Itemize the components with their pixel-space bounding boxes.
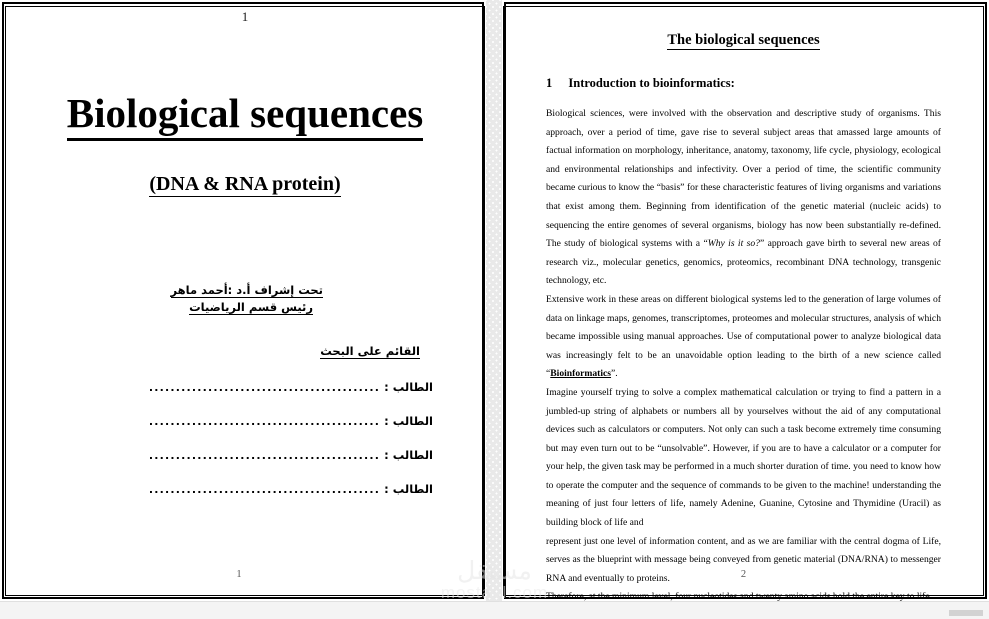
section-number: 1 — [546, 76, 553, 90]
student-name-blank: ........................................... — [148, 449, 381, 462]
student-row — [12, 380, 433, 394]
document-page-1 — [0, 0, 486, 601]
key-term: Bioinformatics — [550, 368, 612, 380]
page-2-content — [510, 8, 977, 601]
student-label: الطالب : — [384, 448, 433, 462]
text-run: Therefore, at the minimum level, four nucleotides and twenty amino acids hold the entire key to life. — [546, 591, 933, 601]
student-row — [12, 482, 433, 496]
supervisor-dept-text: رئيس قسم الرياضيات — [189, 300, 313, 314]
supervisor-line-2 — [12, 299, 323, 316]
section-heading — [546, 76, 977, 91]
cover-top-mark: 1 — [241, 9, 249, 24]
student-label: الطالب : — [384, 482, 433, 496]
cover-title — [12, 89, 478, 137]
text-run: Biological sciences, were involved with the observation and descriptive study of organisms. This approach, over a period of time, gave rise to several subject areas that amassed large amounts of factual information on morphology, inheritance, anatomy, taxonomy, life cycle, physiology, ecological and environmental relationships and infectivity. Over a period of time, the scientific community became curious to know the “basis” for these characteristic features of living organisms and variations that exist among them. Beginning from identification of the genetic material (nucleic acids) to sequencing the entire genomes of several organisms, biology has now been substantially re-defined. The study of biological systems with a “ — [546, 108, 941, 250]
student-row — [12, 414, 433, 428]
text-run: Imagine yourself trying to solve a complex mathematical calculation or trying to find a pattern in a jumbled-up string of alphabets or numbers all by yourselves without the aid of any computational devices such as calculators or computers. Not only can such a task become extremely time consuming but may even turn out to be “unsolvable”. However, if you are to have a calculator or a computer for your help, the given task may be performed in a much shorter duration of time. you need to know how to operate the computer and the sequence of commands to be given to the machine! understanding the meaning of just four letters of life, namely Adenine, Guanine, Cytosine and Thymidine (Uracil) as building block of life and — [546, 386, 941, 529]
body-paragraph — [546, 291, 941, 384]
watermark-latin: mostaql.com — [440, 583, 549, 602]
text-run: ” approach gave birth to several new areas of research viz., molecular genetics, genomics, proteomics, recombinant DNA technology, transgenic technology, etc. — [546, 238, 942, 287]
page-2-heading — [510, 32, 977, 49]
body-paragraph — [546, 533, 941, 589]
supervisor-line-1 — [12, 282, 323, 299]
cover-title-text: Biological sequences — [67, 90, 423, 141]
body-paragraph — [546, 588, 941, 601]
text-run: represent just one level of information content, and as we are familiar with the central dogma of Life, serves as the blueprint with message being conveyed from genetic material (DNA/RNA) to messenger RNA and eventually to proteins. — [546, 535, 941, 584]
text-run: ”. — [611, 368, 618, 380]
horizontal-scrollbar-thumb[interactable] — [949, 610, 983, 616]
research-lead-label: القائم على البحث — [320, 344, 420, 358]
body-paragraph — [546, 384, 941, 533]
page-1-content — [12, 8, 478, 594]
student-name-blank: ........................................... — [148, 381, 381, 394]
student-list — [12, 380, 478, 496]
text-run: Extensive work in these areas on different biological systems led to the generation of large volumes of data on linkage maps, genomes, transcriptomes, proteomes and molecular structures, analysis of which became impossible using manual approaches. Use of computational power to analyze biological data was increasingly felt to be an unavoidable option leading to the birth of a new science called “ — [546, 293, 941, 380]
emphasized-phrase: Why is it so? — [707, 238, 760, 250]
body-paragraph — [546, 105, 941, 291]
cover-subtitle-text: (DNA & RNA protein) — [149, 173, 341, 195]
cover-subtitle — [12, 173, 478, 196]
viewer-bottom-strip — [0, 601, 989, 619]
supervisor-block — [12, 282, 478, 316]
page-gutter — [486, 0, 502, 601]
section-title: Introduction to bioinformatics: — [568, 76, 735, 90]
student-row — [12, 448, 433, 462]
supervisor-name-text: تحت إشراف أ.د :أحمد ماهر — [170, 283, 323, 297]
document-page-2 — [502, 0, 989, 601]
page-2-number: 2 — [740, 569, 747, 580]
research-lead-heading — [12, 344, 478, 358]
student-label: الطالب : — [384, 380, 433, 394]
page-1-number: 1 — [236, 569, 242, 580]
watermark-arabic: مستقل — [457, 556, 532, 585]
page-2-heading-text: The biological sequences — [667, 32, 820, 48]
student-name-blank: ........................................... — [148, 415, 381, 428]
student-name-blank: ........................................... — [148, 483, 381, 496]
student-label: الطالب : — [384, 414, 433, 428]
body-text-region — [546, 105, 941, 601]
